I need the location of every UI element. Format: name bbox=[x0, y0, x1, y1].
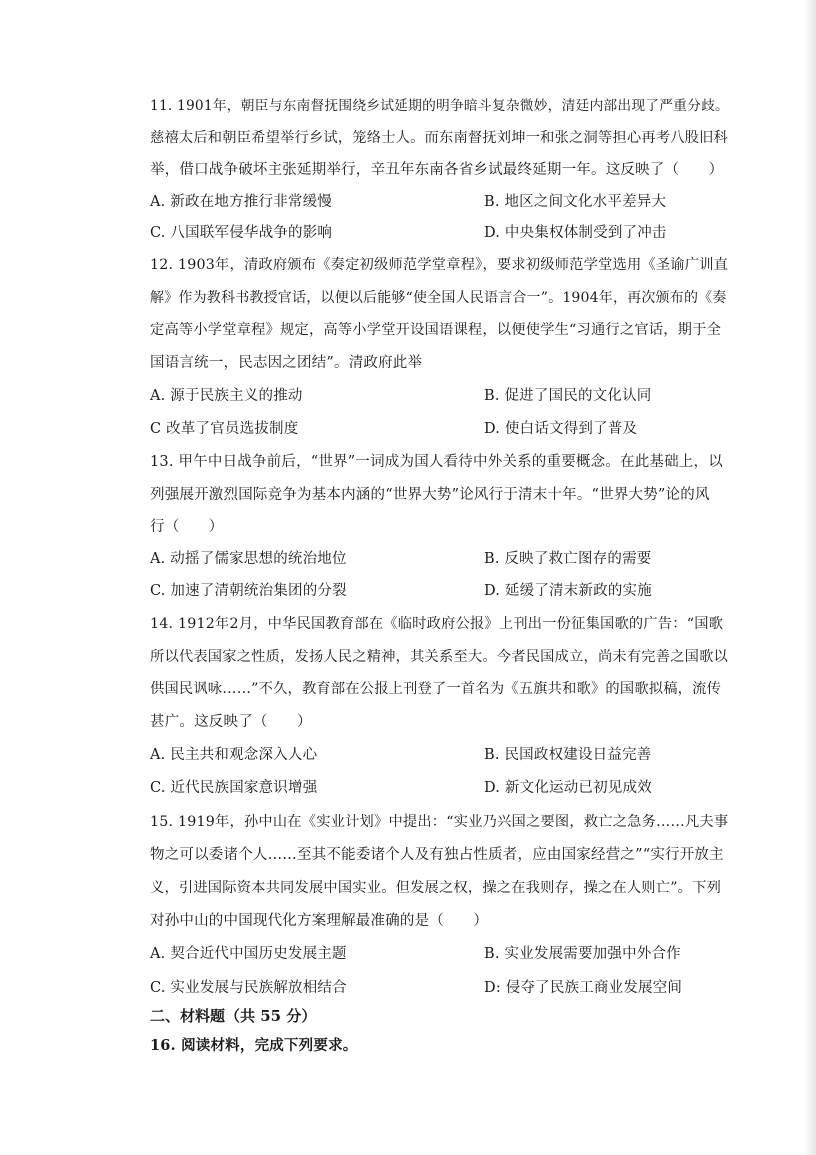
q13-option-a: A. 动摇了儒家思想的统治地位 bbox=[150, 551, 347, 567]
q15-option-d: D: 侵夺了民族工商业发展空间 bbox=[484, 980, 683, 996]
q13-line-2: 列强展开激烈国际竞争为基本内涵的“世界大势”论风行于清末十年。“世界大势”论的风 bbox=[150, 487, 710, 503]
q12-line-4: 国语言统一，民志因之团结”。清政府此举 bbox=[150, 355, 423, 371]
q14-option-d: D. 新文化运动已初见成效 bbox=[484, 780, 652, 796]
q15-line-2: 物之可以委诸个人……至其不能委诸个人及有独占性质者，应由国家经营之”“实行开放主 bbox=[150, 847, 724, 863]
q12-line-1: 12. 1903年，清政府颁布《奏定初级师范学堂章程》，要求初级师范学堂选用《圣谕广训直 bbox=[150, 257, 729, 273]
q11-option-c: C. 八国联军侵华战争的影响 bbox=[150, 225, 333, 241]
q14-line-1: 14. 1912年2月，中华民国教育部在《临时政府公报》上刊出一份征集国歌的广告：“国歌 bbox=[150, 616, 724, 632]
q12-option-d: D. 使白话文得到了普及 bbox=[484, 421, 638, 437]
q14-line-3: 供国民讽咏……”不久，教育部在公报上刊登了一首名为《五旗共和歌》的国歌拟稿，流传 bbox=[150, 681, 722, 697]
q15-line-4: 对孙中山的中国现代化方案理解最准确的是（ ） bbox=[150, 913, 489, 929]
q11-line-2: 慈禧太后和朝臣希望举行乡试，笼络士人。而东南督抚刘坤一和张之洞等担心再考八股旧科 bbox=[150, 130, 729, 146]
q12-line-3: 定高等小学堂章程》规定，高等小学堂开设国语课程，以便使学生“习通行之官话，期于全 bbox=[150, 322, 722, 338]
q12-option-b: B. 促进了国民的文化认同 bbox=[484, 388, 652, 404]
q13-line-1: 13. 甲午中日战争前后，“世界”一词成为国人看待中外关系的重要概念。在此基础上，以 bbox=[150, 454, 723, 470]
q14-option-a: A. 民主共和观念深入人心 bbox=[150, 747, 318, 763]
q15-option-b: B. 实业发展需要加强中外合作 bbox=[484, 946, 681, 962]
q13-line-3: 行（ ） bbox=[150, 519, 224, 535]
q11-option-b: B. 地区之间文化水平差异大 bbox=[484, 194, 667, 210]
q13-option-c: C. 加速了清朝统治集团的分裂 bbox=[150, 583, 347, 599]
q14-line-2: 所以代表国家之性质，发扬人民之精神，其关系至大。今者民国成立，尚未有完善之国歌以 bbox=[150, 649, 729, 665]
q11-option-d: D. 中央集权体制受到了冲击 bbox=[484, 225, 667, 241]
q16-prompt: 16. 阅读材料，完成下列要求。 bbox=[150, 1037, 358, 1054]
q11-option-a: A. 新政在地方推行非常缓慢 bbox=[150, 194, 332, 210]
section-title: 二、材料题（共 55 分） bbox=[150, 1007, 317, 1025]
q14-option-c: C. 近代民族国家意识增强 bbox=[150, 780, 318, 796]
q14-line-4: 甚广。这反映了（ ） bbox=[150, 714, 312, 730]
page-edge-shadow bbox=[804, 0, 816, 1155]
q12-line-2: 解》作为教科书教授官话，以便以后能够“使全国人民语言合一”。1904年，再次颁布的《奏 bbox=[150, 290, 727, 306]
q13-option-d: D. 延缓了清末新政的实施 bbox=[484, 583, 652, 599]
q13-option-b: B. 反映了救亡图存的需要 bbox=[484, 551, 652, 567]
q15-option-c: C. 实业发展与民族解放相结合 bbox=[150, 980, 347, 996]
q15-line-1: 15. 1919年，孙中山在《实业计划》中提出：“实业乃兴国之要图，救亡之急务……凡夫事 bbox=[150, 814, 729, 830]
q11-line-3: 举，借口战争破坏主张延期举行，辛丑年东南各省乡试最终延期一年。这反映了（ ） bbox=[150, 162, 724, 178]
q15-line-3: 义，引进国际资本共同发展中国实业。但发展之权，操之在我则存，操之在人则亡”。下列 bbox=[150, 880, 722, 896]
q12-option-a: A. 源于民族主义的推动 bbox=[150, 388, 303, 404]
q15-option-a: A. 契合近代中国历史发展主题 bbox=[150, 946, 347, 962]
q11-line-1: 11. 1901年，朝臣与东南督抚围绕乡试延期的明争暗斗复杂微妙，清廷内部出现了严重分歧。 bbox=[150, 98, 729, 114]
q14-option-b: B. 民国政权建设日益完善 bbox=[484, 747, 652, 763]
q12-option-c: C 改革了官员选拔制度 bbox=[150, 421, 299, 437]
